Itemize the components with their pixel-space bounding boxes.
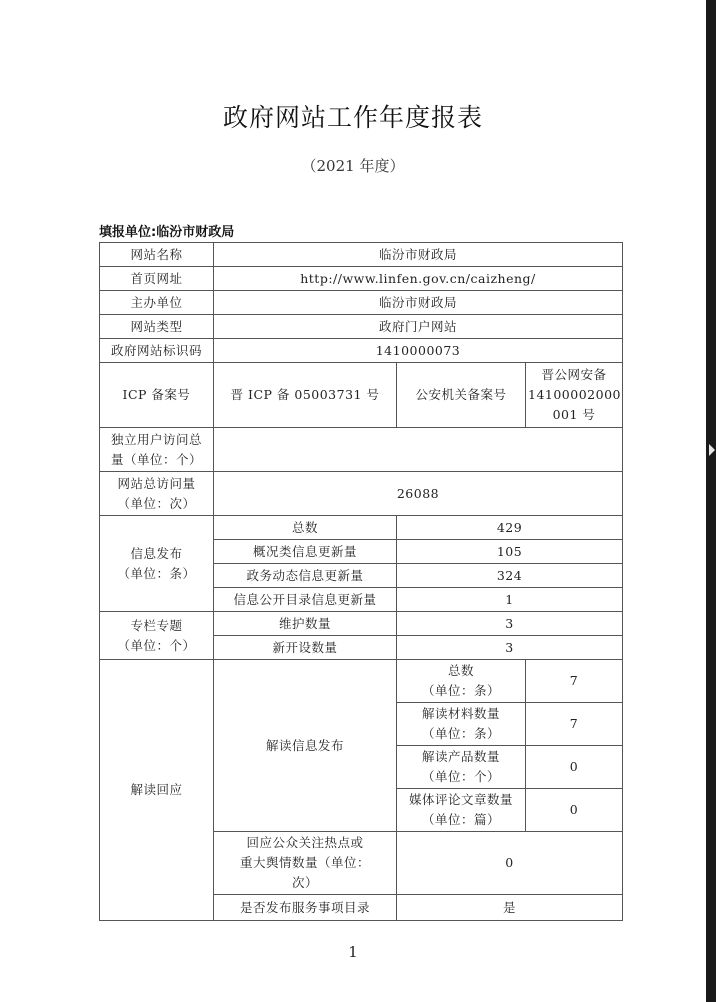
table-row (100, 363, 623, 428)
label-line: 回应公众关注热点或 (246, 835, 364, 850)
label-line: （单位：条） (421, 683, 500, 698)
table-row (100, 428, 623, 472)
viewer-edge-bar (706, 0, 716, 1002)
service-value: 是 (397, 895, 623, 921)
label-line: 媒体评论文章数量 (408, 792, 513, 807)
police-value (526, 363, 623, 428)
label-line: 信息发布 (130, 545, 183, 561)
interpret-pub-label: 解读信息发布 (214, 660, 397, 832)
response-value: 0 (397, 832, 623, 895)
info-total-label: 总数 (214, 516, 397, 540)
table-row (100, 339, 623, 363)
media-label (397, 789, 526, 832)
total-visits-value: 26088 (214, 472, 623, 516)
site-type-value: 政府门户网站 (214, 315, 623, 339)
homepage-label: 首页网址 (100, 267, 214, 291)
reporting-unit: 填报单位:临汾市财政局 (99, 225, 235, 240)
catalog-label: 信息公开目录信息更新量 (214, 588, 397, 612)
interpret-label: 解读回应 (100, 660, 214, 921)
service-label: 是否发布服务事项目录 (214, 895, 397, 921)
sponsor-value: 临汾市财政局 (214, 291, 623, 315)
unique-visitors-label (100, 428, 214, 472)
info-total-value: 429 (397, 516, 623, 540)
total-visits-label (100, 472, 214, 516)
police-label: 公安机关备案号 (397, 363, 526, 428)
interp-total-value: 7 (526, 660, 623, 703)
catalog-value: 1 (397, 588, 623, 612)
label-line: （单位：个） (421, 769, 500, 784)
document-subtitle: （2021 年度） (301, 157, 405, 175)
table-row (100, 516, 623, 540)
overview-value: 105 (397, 540, 623, 564)
maintained-value: 3 (397, 612, 623, 636)
table-row (100, 291, 623, 315)
label-line: （单位：条） (421, 726, 500, 741)
icp-value: 晋 ICP 备 05003731 号 (214, 363, 397, 428)
table-row (100, 660, 623, 703)
interp-product-label (397, 746, 526, 789)
table-row (100, 315, 623, 339)
table-row (100, 267, 623, 291)
police-value-line: 晋公网安备 (541, 367, 607, 382)
label-line: 总数 (447, 663, 474, 678)
affairs-label: 政务动态信息更新量 (214, 564, 397, 588)
site-name-label: 网站名称 (100, 243, 214, 267)
interp-material-value: 7 (526, 703, 623, 746)
label-line: 重大舆情数量（单位： (239, 855, 370, 870)
label-line: （单位：条） (117, 565, 196, 581)
overview-label: 概况类信息更新量 (214, 540, 397, 564)
affairs-value: 324 (397, 564, 623, 588)
site-id-label: 政府网站标识码 (100, 339, 214, 363)
homepage-value: http://www.linfen.gov.cn/caizheng/ (214, 267, 623, 291)
label-line: 解读产品数量 (421, 749, 500, 764)
new-label: 新开设数量 (214, 636, 397, 660)
police-value-line: 001 号 (552, 407, 596, 422)
interp-product-value: 0 (526, 746, 623, 789)
document-title: 政府网站工作年度报表 (222, 103, 483, 132)
media-value: 0 (526, 789, 623, 832)
label-line: 解读材料数量 (421, 706, 500, 721)
label-line: 独立用户访问总 (110, 431, 202, 447)
sponsor-label: 主办单位 (100, 291, 214, 315)
site-id-value: 1410000073 (214, 339, 623, 363)
page-number: 1 (348, 943, 358, 961)
info-pub-label (100, 516, 214, 612)
table-row (100, 472, 623, 516)
label-line: 专栏专题 (130, 617, 183, 633)
new-value: 3 (397, 636, 623, 660)
label-line: 网站总访问量 (117, 475, 196, 491)
maintained-label: 维护数量 (214, 612, 397, 636)
interp-material-label (397, 703, 526, 746)
police-value-line: 14100002000 (528, 387, 621, 402)
site-type-label: 网站类型 (100, 315, 214, 339)
label-line: （单位：次） (117, 495, 196, 511)
label-line: （单位：个） (117, 637, 196, 653)
response-label (214, 832, 397, 895)
next-page-arrow-icon[interactable] (709, 444, 715, 456)
site-name-value: 临汾市财政局 (214, 243, 623, 267)
interp-total-label (397, 660, 526, 703)
unique-visitors-value (214, 428, 623, 472)
report-table (99, 242, 623, 921)
table-row (100, 612, 623, 636)
column-label (100, 612, 214, 660)
table-row (100, 243, 623, 267)
label-line: 次） (291, 875, 318, 890)
label-line: （单位：篇） (421, 812, 500, 827)
label-line: 量（单位：个） (110, 451, 202, 467)
icp-label: ICP 备案号 (100, 363, 214, 428)
